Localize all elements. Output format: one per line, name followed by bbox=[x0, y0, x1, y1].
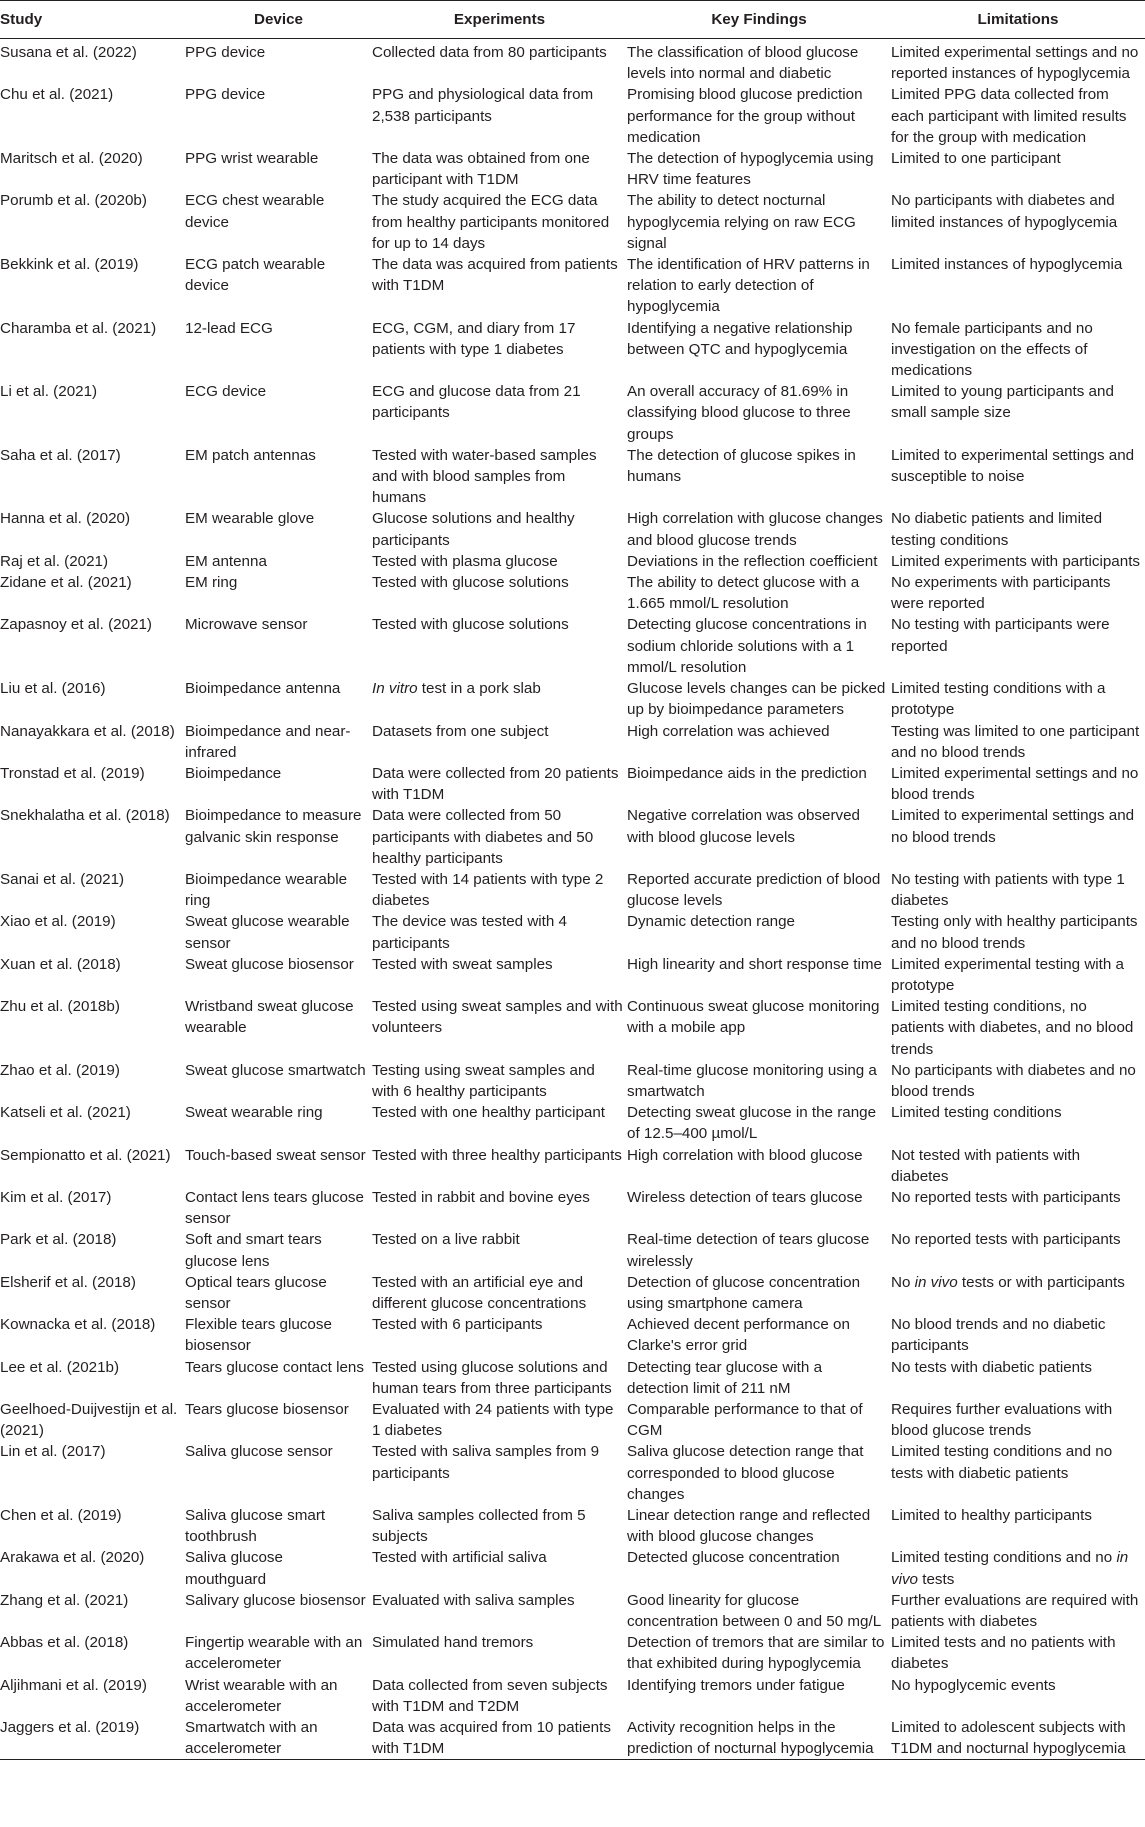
table-row bbox=[0, 1060, 1145, 1102]
italic-term: In vitro bbox=[372, 680, 418, 698]
cell-limitations: Limited tests and no patients with diabetes bbox=[891, 1634, 1116, 1673]
cell-key-findings: Detecting sweat glucose in the range of 12.5–400 µmol/L bbox=[627, 1104, 877, 1143]
table-row bbox=[0, 381, 1145, 445]
cell-limitations: Limited experiments with participants bbox=[891, 552, 1141, 570]
cell-limitations: Limited experimental settings and no reported instances of hypoglycemia bbox=[891, 44, 1139, 83]
cell-experiments: Evaluated with 24 patients with type 1 diabetes bbox=[372, 1401, 614, 1440]
cell-study: Hanna et al. (2020) bbox=[0, 510, 131, 528]
cell-study: Bekkink et al. (2019) bbox=[0, 256, 139, 274]
cell-study: Nanayakkara et al. (2018) bbox=[0, 722, 175, 740]
table-row bbox=[0, 996, 1145, 1060]
cell-study: Xiao et al. (2019) bbox=[0, 913, 116, 931]
cell-limitations: Limited testing conditions and no tests with diabetic patients bbox=[891, 1443, 1113, 1482]
cell-device: Sweat glucose biosensor bbox=[185, 955, 354, 973]
cell-study: Arakawa et al. (2020) bbox=[0, 1549, 145, 1567]
cell-limitations: Testing was limited to one participant and no blood trends bbox=[891, 722, 1140, 761]
cell-device: Saliva glucose smart toothbrush bbox=[185, 1507, 326, 1546]
cell-experiments: Testing using sweat samples and with 6 healthy participants bbox=[372, 1061, 595, 1100]
table-row bbox=[0, 1632, 1145, 1674]
table-row bbox=[0, 508, 1145, 550]
cell-device: Contact lens tears glucose sensor bbox=[185, 1188, 364, 1228]
cell-experiments: Tested on a live rabbit bbox=[372, 1231, 520, 1249]
cell-key-findings: Real-time glucose monitoring using a smartwatch bbox=[627, 1061, 877, 1100]
cell-study: Jaggers et al. (2019) bbox=[0, 1717, 185, 1760]
cell-experiments: Tested with 14 patients with type 2 diabetes bbox=[372, 870, 604, 910]
cell-device: Bioimpedance to measure galvanic skin response bbox=[185, 807, 362, 846]
cell-key-findings: The detection of hypoglycemia using HRV time features bbox=[627, 150, 874, 189]
cell-study: Maritsch et al. (2020) bbox=[0, 150, 143, 168]
cell-experiments: Tested with an artificial eye and different glucose concentrations bbox=[372, 1273, 587, 1312]
table-row bbox=[0, 1314, 1145, 1356]
table-row bbox=[0, 721, 1145, 763]
table-row bbox=[0, 763, 1145, 805]
cell-device: EM wearable glove bbox=[185, 510, 315, 528]
cell-device: Saliva glucose sensor bbox=[185, 1443, 333, 1461]
cell-key-findings: Detected glucose concentration bbox=[627, 1549, 840, 1567]
cell-key-findings: High correlation was achieved bbox=[627, 722, 830, 740]
cell-experiments: PPG and physiological data from 2,538 participants bbox=[372, 86, 594, 125]
cell-experiments: Simulated hand tremors bbox=[372, 1634, 534, 1652]
cell-study: Snekhalatha et al. (2018) bbox=[0, 807, 170, 825]
cell-key-findings: The ability to detect nocturnal hypoglycemia relying on raw ECG signal bbox=[627, 192, 856, 252]
cell-key-findings: Saliva glucose detection range that corresponded to blood glucose changes bbox=[627, 1443, 864, 1503]
cell-limitations: No female participants and no investigation on the effects of medications bbox=[891, 319, 1093, 380]
cell-study: Zhu et al. (2018b) bbox=[0, 998, 120, 1016]
table-row bbox=[0, 1357, 1145, 1399]
cell-device: Bioimpedance antenna bbox=[185, 680, 341, 698]
cell-key-findings: Promising blood glucose prediction performance for the group without medication bbox=[627, 86, 863, 146]
table-row bbox=[0, 1229, 1145, 1271]
cell-study: Kownacka et al. (2018) bbox=[0, 1316, 156, 1334]
cell-key-findings: An overall accuracy of 81.69% in classifying blood glucose to three groups bbox=[627, 383, 851, 443]
cell-study: Zhao et al. (2019) bbox=[0, 1061, 120, 1079]
cell-key-findings: Real-time detection of tears glucose wirelessly bbox=[627, 1231, 870, 1270]
cell-limitations: Requires further evaluations with blood glucose trends bbox=[891, 1401, 1113, 1440]
cell-experiments: Tested with plasma glucose bbox=[372, 552, 558, 570]
cell-limitations: No diabetic patients and limited testing conditions bbox=[891, 510, 1103, 549]
cell-key-findings: Glucose levels changes can be picked up by bioimpedance parameters bbox=[627, 680, 886, 719]
cell-key-findings: Activity recognition helps in the prediction of nocturnal hypoglycemia bbox=[627, 1717, 891, 1760]
table-row bbox=[0, 1547, 1145, 1589]
header-key-findings: Key Findings bbox=[627, 1, 891, 39]
cell-device: Smartwatch with an accelerometer bbox=[185, 1717, 372, 1760]
cell-limitations: Limited PPG data collected from each participant with limited results for the group with medication bbox=[891, 86, 1127, 146]
header-row bbox=[0, 1, 1145, 39]
table-row bbox=[0, 39, 1145, 85]
cell-device: Soft and smart tears glucose lens bbox=[185, 1231, 322, 1270]
header-limitations: Limitations bbox=[891, 1, 1145, 39]
cell-experiments: Evaluated with saliva samples bbox=[372, 1591, 575, 1609]
table-row bbox=[0, 1441, 1145, 1505]
cell-study: Lin et al. (2017) bbox=[0, 1443, 106, 1461]
cell-study: Geelhoed-Duijvestijn et al. (2021) bbox=[0, 1401, 178, 1440]
table-row bbox=[0, 1590, 1145, 1632]
cell-device: Sweat wearable ring bbox=[185, 1104, 323, 1122]
table-row bbox=[0, 1187, 1145, 1229]
cell-study: Chen et al. (2019) bbox=[0, 1507, 122, 1525]
cell-key-findings: Reported accurate prediction of blood glucose levels bbox=[627, 870, 881, 910]
cell-study: Porumb et al. (2020b) bbox=[0, 192, 147, 210]
cell-limitations: No participants with diabetes and no blood trends bbox=[891, 1061, 1136, 1100]
cell-device: ECG patch wearable device bbox=[185, 256, 326, 295]
cell-key-findings: Bioimpedance aids in the prediction bbox=[627, 764, 867, 782]
cell-limitations: Limited experimental settings and no blood trends bbox=[891, 764, 1139, 804]
cell-limitations: Limited testing conditions bbox=[891, 1104, 1062, 1122]
cell-device: EM patch antennas bbox=[185, 446, 316, 464]
cell-key-findings: Dynamic detection range bbox=[627, 913, 795, 931]
cell-limitations: Limited to healthy participants bbox=[891, 1507, 1092, 1525]
table-row bbox=[0, 678, 1145, 720]
cell-study: Lee et al. (2021b) bbox=[0, 1358, 120, 1376]
cell-study: Xuan et al. (2018) bbox=[0, 955, 121, 973]
cell-study: Saha et al. (2017) bbox=[0, 446, 121, 464]
cell-study: Katseli et al. (2021) bbox=[0, 1104, 131, 1122]
cell-limitations: Limited to experimental settings and no blood trends bbox=[891, 807, 1135, 846]
cell-device: Wristband sweat glucose wearable bbox=[185, 998, 354, 1037]
cell-device: ECG device bbox=[185, 383, 267, 401]
cell-limitations: No reported tests with participants bbox=[891, 1231, 1121, 1249]
cell-limitations: No experiments with participants were reported bbox=[891, 574, 1111, 613]
table-row bbox=[0, 911, 1145, 953]
table-row bbox=[0, 572, 1145, 614]
cell-limitations: No testing with participants were reported bbox=[891, 616, 1110, 655]
cell-study: Liu et al. (2016) bbox=[0, 680, 106, 698]
table-row bbox=[0, 1717, 1145, 1760]
table-row bbox=[0, 84, 1145, 148]
table-row bbox=[0, 614, 1145, 678]
cell-study: Sanai et al. (2021) bbox=[0, 870, 125, 888]
header-device: Device bbox=[185, 1, 372, 39]
cell-device: ECG chest wearable device bbox=[185, 192, 325, 231]
cell-device: Tears glucose biosensor bbox=[185, 1401, 349, 1418]
cell-experiments: Collected data from 80 participants bbox=[372, 44, 607, 61]
table-row bbox=[0, 954, 1145, 996]
table-row bbox=[0, 1102, 1145, 1144]
table-row bbox=[0, 805, 1145, 869]
cell-key-findings: Continuous sweat glucose monitoring with a mobile app bbox=[627, 998, 880, 1037]
cell-key-findings: Detection of tremors that are similar to that exhibited during hypoglycemia bbox=[627, 1634, 885, 1673]
cell-key-findings: Achieved decent performance on Clarke's error grid bbox=[627, 1316, 850, 1355]
cell-limitations: No in vivo tests or with participants bbox=[891, 1273, 1125, 1291]
cell-key-findings: Good linearity for glucose concentration between 0 and 50 mg/L bbox=[627, 1591, 882, 1631]
cell-device: PPG wrist wearable bbox=[185, 150, 319, 168]
cell-device: EM antenna bbox=[185, 552, 267, 570]
table-row bbox=[0, 551, 1145, 572]
table-row bbox=[0, 1272, 1145, 1314]
cell-limitations: Limited testing conditions and no in vivo tests bbox=[891, 1549, 1129, 1588]
cell-experiments: In vitro test in a pork slab bbox=[372, 680, 541, 698]
cell-experiments: Data collected from seven subjects with T1DM and T2DM bbox=[372, 1676, 608, 1715]
cell-study: Chu et al. (2021) bbox=[0, 86, 114, 104]
cell-study: Susana et al. (2022) bbox=[0, 44, 137, 61]
header-experiments: Experiments bbox=[372, 1, 627, 39]
cell-experiments: Tested with glucose solutions bbox=[372, 574, 569, 592]
cell-device: Bioimpedance and near-infrared bbox=[185, 722, 351, 761]
table-body bbox=[0, 39, 1145, 1760]
cell-key-findings: Detecting glucose concentrations in sodium chloride solutions with a 1 mmol/L resolution bbox=[627, 616, 867, 676]
cell-experiments: Tested with sweat samples bbox=[372, 955, 553, 973]
cell-device: 12-lead ECG bbox=[185, 319, 273, 337]
cell-key-findings: Identifying tremors under fatigue bbox=[627, 1676, 845, 1694]
cell-limitations: No hypoglycemic events bbox=[891, 1676, 1056, 1694]
table-row bbox=[0, 190, 1145, 254]
cell-key-findings: Detecting tear glucose with a detection limit of 211 nM bbox=[627, 1358, 823, 1397]
cell-study: Li et al. (2021) bbox=[0, 383, 98, 401]
cell-limitations: Not tested with patients with diabetes bbox=[891, 1146, 1081, 1185]
cell-experiments: Data were collected from 20 patients with T1DM bbox=[372, 764, 619, 804]
table-row bbox=[0, 318, 1145, 382]
cell-experiments: Tested with one healthy participant bbox=[372, 1104, 606, 1122]
cell-key-findings: The identification of HRV patterns in relation to early detection of hypoglycemia bbox=[627, 256, 870, 316]
cell-study: Raj et al. (2021) bbox=[0, 552, 109, 570]
cell-experiments: Tested with three healthy participants bbox=[372, 1146, 622, 1164]
cell-experiments: The device was tested with 4 participants bbox=[372, 913, 568, 952]
cell-device: Flexible tears glucose biosensor bbox=[185, 1316, 332, 1355]
cell-limitations: No testing with patients with type 1 diabetes bbox=[891, 870, 1125, 910]
cell-device: Bioimpedance bbox=[185, 764, 282, 782]
cell-key-findings: Detection of glucose concentration using smartphone camera bbox=[627, 1273, 861, 1312]
cell-device: EM ring bbox=[185, 574, 238, 592]
cell-key-findings: Comparable performance to that of CGM bbox=[627, 1401, 863, 1440]
cell-key-findings: Negative correlation was observed with blood glucose levels bbox=[627, 807, 860, 846]
table-row bbox=[0, 445, 1145, 509]
cell-device: Fingertip wearable with an accelerometer bbox=[185, 1634, 363, 1673]
cell-study: Abbas et al. (2018) bbox=[0, 1634, 129, 1652]
cell-study: Tronstad et al. (2019) bbox=[0, 764, 145, 782]
table-row bbox=[0, 869, 1145, 911]
cell-limitations: Limited to young participants and small sample size bbox=[891, 383, 1114, 422]
cell-key-findings: High correlation with blood glucose bbox=[627, 1146, 863, 1164]
cell-limitations: Limited instances of hypoglycemia bbox=[891, 256, 1123, 274]
cell-limitations: Limited testing conditions, no patients with diabetes, and no blood trends bbox=[891, 998, 1134, 1058]
italic-term: in vivo bbox=[891, 1549, 1129, 1588]
cell-experiments: ECG, CGM, and diary from 17 patients with type 1 diabetes bbox=[372, 319, 576, 358]
cell-study: Elsherif et al. (2018) bbox=[0, 1273, 136, 1291]
cell-experiments: Glucose solutions and healthy participants bbox=[372, 510, 575, 549]
cell-device: Microwave sensor bbox=[185, 616, 308, 634]
cell-limitations: No tests with diabetic patients bbox=[891, 1358, 1092, 1376]
cell-study: Zidane et al. (2021) bbox=[0, 574, 132, 592]
cell-limitations: Limited to one participant bbox=[891, 150, 1061, 168]
cell-device: Sweat glucose wearable sensor bbox=[185, 913, 350, 952]
cell-study: Kim et al. (2017) bbox=[0, 1188, 112, 1206]
cell-key-findings: Identifying a negative relationship between QTC and hypoglycemia bbox=[627, 319, 853, 358]
cell-limitations: No blood trends and no diabetic participants bbox=[891, 1316, 1106, 1355]
cell-device: Salivary glucose biosensor bbox=[185, 1591, 366, 1609]
cell-key-findings: Deviations in the reflection coefficient bbox=[627, 552, 878, 570]
cell-study: Zhang et al. (2021) bbox=[0, 1591, 129, 1609]
cell-experiments: Data was acquired from 10 patients with T1DM bbox=[372, 1717, 627, 1760]
cell-key-findings: The detection of glucose spikes in humans bbox=[627, 446, 856, 486]
cell-experiments: ECG and glucose data from 21 participants bbox=[372, 383, 581, 422]
cell-study: Charamba et al. (2021) bbox=[0, 319, 157, 337]
cell-device: PPG device bbox=[185, 44, 266, 61]
cell-key-findings: The classification of blood glucose levels into normal and diabetic bbox=[627, 44, 859, 83]
cell-experiments: Tested with glucose solutions bbox=[372, 616, 569, 634]
italic-term: in vivo bbox=[914, 1273, 958, 1291]
cell-key-findings: High correlation with glucose changes and blood glucose trends bbox=[627, 510, 883, 549]
cell-device: Tears glucose contact lens bbox=[185, 1358, 364, 1376]
table-row bbox=[0, 1505, 1145, 1547]
cell-limitations: Limited to experimental settings and susceptible to noise bbox=[891, 446, 1135, 486]
cell-limitations: Limited testing conditions with a prototype bbox=[891, 680, 1106, 719]
cell-study: Zapasnoy et al. (2021) bbox=[0, 616, 152, 634]
table-row bbox=[0, 254, 1145, 318]
cell-limitations: No reported tests with participants bbox=[891, 1188, 1121, 1206]
cell-limitations: Limited to adolescent subjects with T1DM and nocturnal hypoglycemia bbox=[891, 1717, 1145, 1760]
cell-experiments: Tested using sweat samples and with volunteers bbox=[372, 998, 623, 1037]
cell-experiments: The data was obtained from one participant with T1DM bbox=[372, 150, 590, 189]
cell-experiments: Data were collected from 50 participants with diabetes and 50 healthy participants bbox=[372, 807, 594, 867]
cell-experiments: Saliva samples collected from 5 subjects bbox=[372, 1507, 586, 1546]
cell-device: Wrist wearable with an accelerometer bbox=[185, 1676, 338, 1715]
table-row bbox=[0, 148, 1145, 190]
cell-limitations: No participants with diabetes and limited instances of hypoglycemia bbox=[891, 192, 1118, 231]
cell-experiments: Tested with artificial saliva bbox=[372, 1549, 547, 1567]
cell-experiments: Tested with 6 participants bbox=[372, 1316, 543, 1334]
cell-device: Optical tears glucose sensor bbox=[185, 1273, 327, 1312]
cell-experiments: Tested with saliva samples from 9 participants bbox=[372, 1443, 600, 1482]
header-study: Study bbox=[0, 1, 185, 39]
cell-study: Park et al. (2018) bbox=[0, 1231, 117, 1249]
cell-key-findings: The ability to detect glucose with a 1.665 mmol/L resolution bbox=[627, 574, 860, 613]
cell-key-findings: High linearity and short response time bbox=[627, 955, 882, 973]
cell-study: Sempionatto et al. (2021) bbox=[0, 1146, 171, 1164]
cell-experiments: The study acquired the ECG data from healthy participants monitored for up to 14 days bbox=[372, 192, 610, 252]
cell-experiments: Tested using glucose solutions and human tears from three participants bbox=[372, 1358, 612, 1397]
cell-experiments: Tested in rabbit and bovine eyes bbox=[372, 1188, 590, 1206]
table-row bbox=[0, 1675, 1145, 1717]
cell-study: Aljihmani et al. (2019) bbox=[0, 1676, 147, 1694]
cell-limitations: Testing only with healthy participants and no blood trends bbox=[891, 913, 1138, 952]
table-row bbox=[0, 1145, 1145, 1187]
cell-device: Saliva glucose mouthguard bbox=[185, 1549, 283, 1588]
cell-limitations: Further evaluations are required with patients with diabetes bbox=[891, 1591, 1139, 1631]
cell-device: Sweat glucose smartwatch bbox=[185, 1061, 366, 1079]
table-row bbox=[0, 1399, 1145, 1441]
cell-key-findings: Linear detection range and reflected with blood glucose changes bbox=[627, 1507, 871, 1546]
cell-experiments: Tested with water-based samples and with blood samples from humans bbox=[372, 446, 597, 507]
cell-limitations: Limited experimental testing with a prototype bbox=[891, 955, 1124, 994]
cell-experiments: The data was acquired from patients with T1DM bbox=[372, 256, 618, 295]
cell-key-findings: Wireless detection of tears glucose bbox=[627, 1188, 863, 1206]
cell-device: Bioimpedance wearable ring bbox=[185, 870, 348, 910]
cell-device: Touch-based sweat sensor bbox=[185, 1146, 366, 1164]
cell-experiments: Datasets from one subject bbox=[372, 722, 549, 740]
cell-device: PPG device bbox=[185, 86, 266, 104]
